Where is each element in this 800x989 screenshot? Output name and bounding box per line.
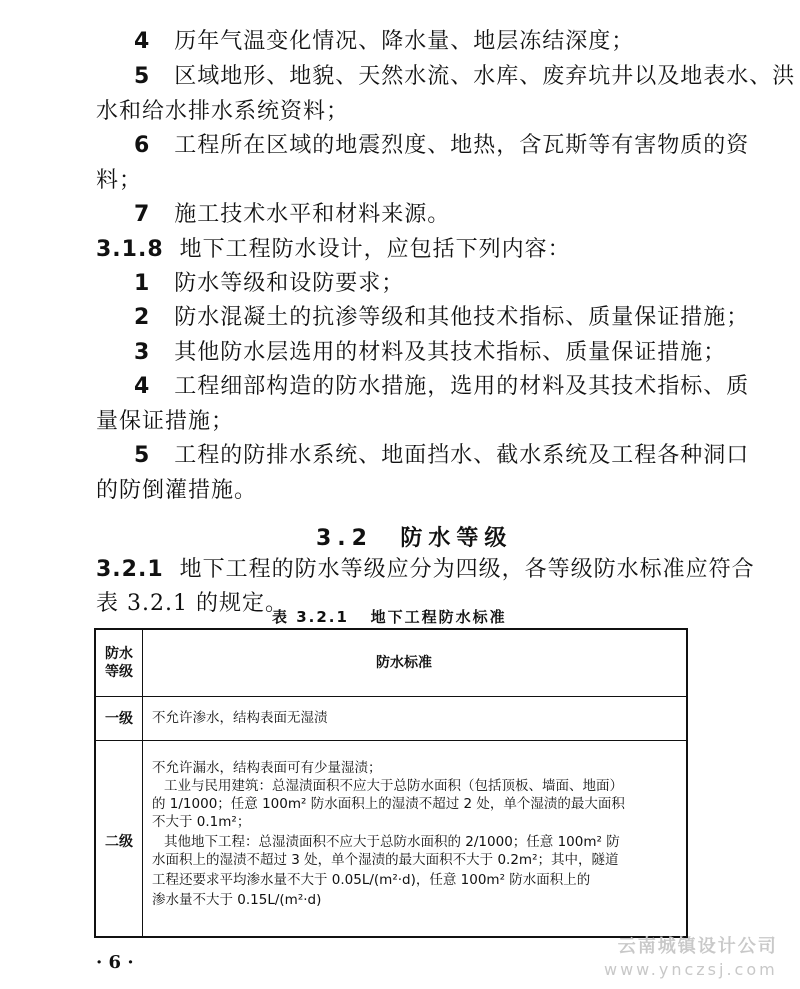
clause-3-2-1: 3.2.1 地下工程的防水等级应分为四级，各等级防水标准应符合 <box>96 557 755 582</box>
table-row-standard-line: 工业与民用建筑：总湿渍面积不应大于总防水面积（包括顶板、墙面、地面） <box>164 778 623 794</box>
watermark-company: 云南城镇设计公司 <box>617 936 778 957</box>
list-item-4-details: 4 工程细部构造的防水措施，选用的材料及其技术指标、质 <box>134 374 750 399</box>
clause-3-1-8: 3.1.8 地下工程防水设计，应包括下列内容： <box>96 237 571 262</box>
table-row-standard-line: 的 1/1000；任意 100m² 防水面积上的湿渍不超过 2 处，单个湿渍的最大面积 <box>152 796 625 812</box>
list-item-3-other-layer: 3 其他防水层选用的材料及其技术指标、质量保证措施； <box>134 340 727 365</box>
table-row-standard-line: 其他地下工程：总湿渍面积不应大于总防水面积的 2/1000；任意 100m² 防 <box>164 834 620 850</box>
list-item-5-drainage: 5 工程的防排水系统、地面挡水、截水系统及工程各种洞口 <box>134 443 750 468</box>
list-item-4-climate: 4 历年气温变化情况、降水量、地层冻结深度； <box>134 29 635 54</box>
table-caption: 表 3.2.1 地下工程防水标准 <box>272 608 507 626</box>
list-item-1-grade: 1 防水等级和设防要求； <box>134 271 405 296</box>
table-row-divider <box>96 740 686 741</box>
table-row-standard-line: 工程还要求平均渗水量不大于 0.05L/(m²·d)，任意 100m² 防水面积上的 <box>152 872 591 888</box>
page-number: · 6 · <box>96 952 134 973</box>
section-heading: 3.2 防水等级 <box>316 526 513 551</box>
table-row-divider <box>96 696 686 697</box>
table-row-level: 一级 <box>105 711 133 727</box>
list-item-5-drainage-continuation: 的防倒灌措施。 <box>96 478 258 503</box>
table-row-standard-line: 水面积上的湿渍不超过 3 处，单个湿渍的最大面积不大于 0.2m²；其中，隧道 <box>152 852 619 868</box>
table-row-standard-line: 不允许漏水，结构表面可有少量湿渍； <box>152 760 382 776</box>
list-item-6-continuation: 料； <box>96 168 143 193</box>
header-standard: 防水标准 <box>376 655 432 671</box>
table-row-standard: 不允许渗水，结构表面无湿渍 <box>152 710 328 726</box>
table-row-standard-line: 渗水量不大于 0.15L/(m²·d) <box>152 892 322 908</box>
watermark-url: www.ynczsj.com <box>604 960 778 979</box>
list-item-7-construction: 7 施工技术水平和材料来源。 <box>134 202 451 227</box>
list-item-5-continuation: 水和给水排水系统资料； <box>96 99 350 124</box>
list-item-2-concrete: 2 防水混凝土的抗渗等级和其他技术指标、质量保证措施； <box>134 305 750 330</box>
clause-3-2-1-continuation: 表 3.2.1 的规定。 <box>96 591 288 616</box>
watermark <box>604 932 778 979</box>
table-row-level: 二级 <box>105 834 133 850</box>
table-column-divider <box>142 630 143 936</box>
table-row-standard-line: 不大于 0.1m²； <box>152 814 251 830</box>
header-level-line2: 等级 <box>105 664 133 680</box>
list-item-4-continuation: 量保证措施； <box>96 409 235 434</box>
header-level-line1: 防水 <box>105 646 133 662</box>
list-item-6-seismic: 6 工程所在区域的地震烈度、地热，含瓦斯等有害物质的资 <box>134 133 750 158</box>
list-item-5-terrain: 5 区域地形、地貌、天然水流、水库、废弃坑井以及地表水、洪 <box>134 64 796 89</box>
waterproof-standard-table <box>94 628 688 938</box>
